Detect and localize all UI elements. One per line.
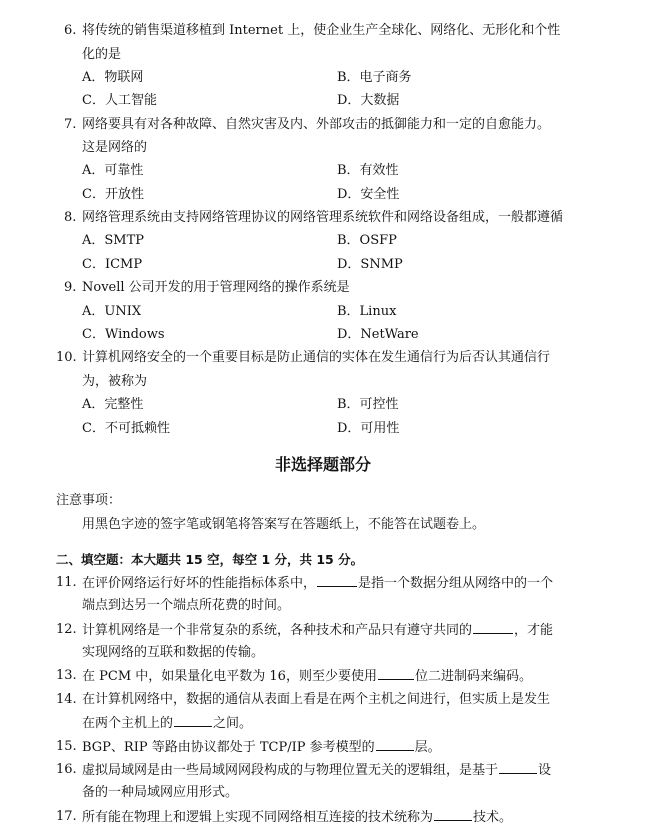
q8-option-b: B．OSFP: [337, 233, 397, 248]
q6-option-a: A．物联网: [82, 70, 144, 85]
q8-option-d: D．SNMP: [337, 257, 403, 272]
q15-number: 15.: [56, 739, 77, 754]
q17-text-before-blank: 所有能在物理上和逻辑上实现不同网络相互连接的技术统称为: [82, 810, 434, 825]
q9-option-c: C．Windows: [82, 327, 165, 342]
q9-number: 9.: [64, 280, 77, 295]
q11-text-before-blank: 在评价网络运行好坏的性能指标体系中，: [82, 576, 317, 591]
q15-answer-blank: [376, 738, 414, 751]
q13-answer-blank: [378, 667, 414, 680]
q12-number: 12.: [56, 622, 77, 637]
q10-number: 10.: [56, 350, 77, 365]
q14-number: 14.: [56, 692, 77, 707]
q14-stem-line1: 在计算机网络中，数据的通信从表面上看是在两个主机之间进行，但实质上是发生: [82, 692, 551, 707]
q9-option-b: B．Linux: [337, 304, 397, 319]
q12-answer-blank: [473, 621, 513, 634]
q7-option-d: D．安全性: [337, 187, 400, 202]
q13-number: 13.: [56, 668, 77, 683]
q8-option-c: C．ICMP: [82, 257, 143, 272]
q11-answer-blank: [317, 574, 357, 587]
q14-text-after-blank: 之间。: [213, 716, 253, 731]
q11-stem-line2: 端点到达另一个端点所花费的时间。: [82, 598, 291, 613]
q14-stem-line2: [82, 714, 252, 733]
q7-stem-line2: 这是网络的: [82, 140, 148, 155]
q11-text-after-blank: 是指一个数据分组从网络中的一个: [358, 576, 554, 591]
q12-stem-line1: [82, 621, 553, 640]
q8-stem-line1: 网络管理系统由支持网络管理协议的网络管理系统软件和网络设备组成，一般都遵循: [82, 210, 564, 225]
q9-option-d: D．NetWare: [337, 327, 419, 342]
notice-label: 注意事项：: [56, 493, 122, 508]
q16-answer-blank: [499, 761, 537, 774]
q15-text-before-blank: BGP、RIP 等路由协议都处于 TCP/IP 参考模型的: [82, 740, 375, 755]
q17-stem-line1: [82, 808, 512, 827]
q15-stem-line1: [82, 738, 441, 757]
q13-stem-line1: [82, 667, 532, 686]
notice-text: 用黑色字迹的签字笔或钢笔将答案写在答题纸上，不能答在试题卷上。: [82, 517, 486, 532]
q17-text-after-blank: 技术。: [473, 810, 513, 825]
q16-text-after-blank: 设: [538, 763, 552, 778]
q6-option-b: B．电子商务: [337, 70, 412, 85]
q14-text-before-blank: 在两个主机上的: [82, 716, 174, 731]
q16-stem-line2: 备的一种局域网应用形式。: [82, 785, 239, 800]
q10-stem-line1: 计算机网络安全的一个重要目标是防止通信的实体在发生通信行为后否认其通信行: [82, 350, 551, 365]
q10-option-d: D．可用性: [337, 421, 400, 436]
q15-text-after-blank: 层。: [414, 740, 441, 755]
q7-option-c: C．开放性: [82, 187, 144, 202]
q17-answer-blank: [434, 808, 472, 821]
q6-stem-line2: 化的是: [82, 47, 122, 62]
q9-option-a: A．UNIX: [82, 304, 142, 319]
q13-text-before-blank: 在 PCM 中，如果量化电平数为 16，则至少要使用: [82, 669, 377, 684]
q7-option-b: B．有效性: [337, 163, 399, 178]
q7-option-a: A．可靠性: [82, 163, 144, 178]
q13-text-after-blank: 位二进制码来编码。: [414, 669, 532, 684]
q17-number: 17.: [56, 809, 77, 824]
q16-number: 16.: [56, 762, 77, 777]
q10-option-b: B．可控性: [337, 397, 399, 412]
q9-stem-line1: Novell 公司开发的用于管理网络的操作系统是: [82, 280, 350, 295]
q8-option-a: A．SMTP: [82, 233, 145, 248]
q6-number: 6.: [64, 23, 77, 38]
q12-stem-line2: 实现网络的互联和数据的传输。: [82, 645, 265, 660]
q8-number: 8.: [64, 210, 77, 225]
q7-number: 7.: [64, 117, 77, 132]
q16-text-before-blank: 虚拟局域网是由一些局域网网段构成的与物理位置无关的逻辑组，是基于: [82, 763, 499, 778]
q10-stem-line2: 为，被称为: [82, 374, 148, 389]
q10-option-a: A．完整性: [82, 397, 144, 412]
section-title: 非选择题部分: [274, 455, 371, 474]
q11-number: 11.: [56, 575, 77, 590]
q6-stem-line1: 将传统的销售渠道移植到 Internet 上，使企业生产全球化、网络化、无形化和个性: [82, 23, 561, 38]
q12-text-before-blank: 计算机网络是一个非常复杂的系统，各种技术和产品只有遵守共同的: [82, 623, 473, 638]
q14-answer-blank: [174, 714, 212, 727]
q12-text-after-blank: ，才能: [514, 623, 554, 638]
q10-option-c: C．不可抵赖性: [82, 421, 170, 436]
q16-stem-line1: [82, 761, 551, 780]
q6-option-d: D．大数据: [337, 93, 400, 108]
q7-stem-line1: 网络要具有对各种故障、自然灾害及内、外部攻击的抵御能力和一定的自愈能力。: [82, 117, 551, 132]
part2-heading: 二、填空题：本大题共 15 空，每空 1 分，共 15 分。: [56, 552, 364, 567]
q11-stem-line1: [82, 574, 553, 593]
q6-option-c: C．人工智能: [82, 93, 157, 108]
